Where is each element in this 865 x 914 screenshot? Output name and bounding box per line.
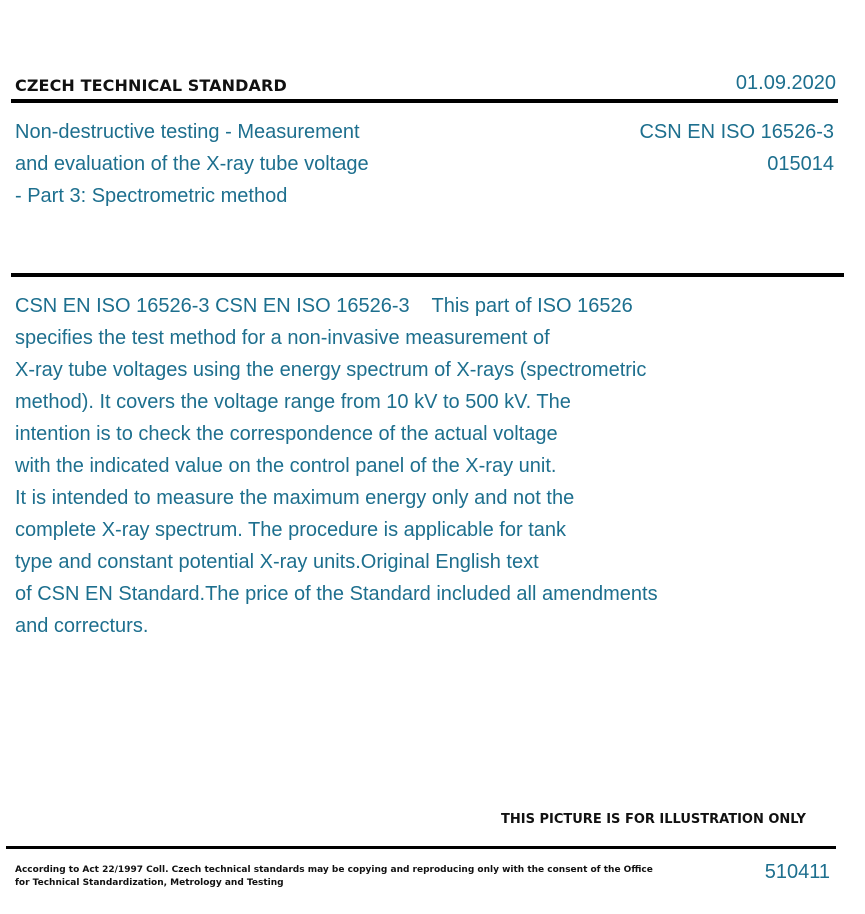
title-divider bbox=[11, 273, 844, 277]
description-line: with the indicated value on the control panel of the X-ray unit. bbox=[15, 455, 557, 477]
standard-type-label: CZECH TECHNICAL STANDARD bbox=[15, 76, 287, 95]
standard-codes bbox=[639, 116, 834, 180]
description-line: specifies the test method for a non-invasive measurement of bbox=[15, 327, 550, 349]
class-number: 015014 bbox=[767, 153, 834, 175]
description-line: CSN EN ISO 16526-3 CSN EN ISO 16526-3 This part of ISO 16526 bbox=[15, 295, 633, 317]
description-line: intention is to check the correspondence of the actual voltage bbox=[15, 423, 558, 445]
description-line: of CSN EN Standard.The price of the Standard included all amendments bbox=[15, 583, 658, 605]
standard-code: CSN EN ISO 16526-3 bbox=[639, 121, 834, 143]
title-line: Non-destructive testing - Measurement bbox=[15, 121, 360, 143]
illustration-disclaimer: THIS PICTURE IS FOR ILLUSTRATION ONLY bbox=[501, 812, 806, 827]
description-line: type and constant potential X-ray units.Original English text bbox=[15, 551, 539, 573]
footer-divider bbox=[6, 846, 836, 849]
title-line: and evaluation of the X-ray tube voltage bbox=[15, 153, 369, 175]
legal-notice-line: for Technical Standardization, Metrology and Testing bbox=[15, 878, 284, 888]
description-line: method). It covers the voltage range from 10 kV to 500 kV. The bbox=[15, 391, 571, 413]
description-line: It is intended to measure the maximum energy only and not the bbox=[15, 487, 575, 509]
standard-title bbox=[15, 116, 369, 212]
title-line: - Part 3: Spectrometric method bbox=[15, 185, 288, 207]
legal-notice-line: According to Act 22/1997 Coll. Czech technical standards may be copying and reproducing only with the consent of the Office bbox=[15, 865, 653, 875]
standard-description bbox=[15, 290, 658, 642]
description-line: X-ray tube voltages using the energy spectrum of X-rays (spectrometric bbox=[15, 359, 647, 381]
legal-notice bbox=[15, 864, 653, 890]
catalog-number: 510411 bbox=[764, 861, 830, 883]
header-divider bbox=[11, 99, 838, 103]
description-line: complete X-ray spectrum. The procedure is applicable for tank bbox=[15, 519, 567, 541]
description-line: and correcturs. bbox=[15, 615, 149, 637]
publication-date: 01.09.2020 bbox=[735, 72, 836, 94]
